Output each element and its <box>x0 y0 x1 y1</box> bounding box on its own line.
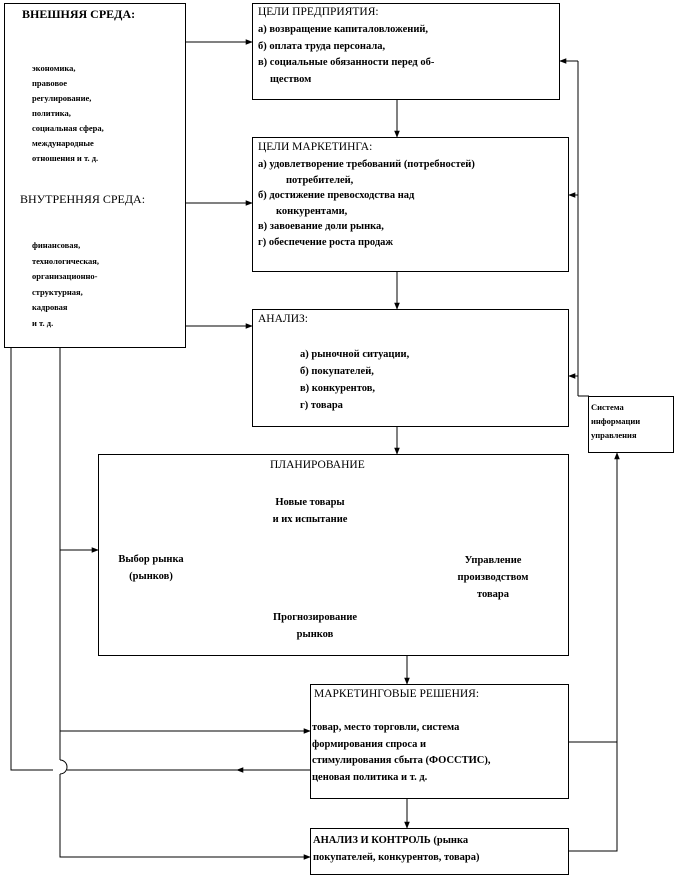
internal-item: и т. д. <box>32 317 54 328</box>
market-choice-label: Выбор рынка (рынков) <box>118 554 184 582</box>
internal-env-list <box>32 238 99 331</box>
production-label: Управление производством товара <box>457 555 529 600</box>
decisions-title: МАРКЕТИНГОВЫЕ РЕШЕНИЯ: <box>314 688 480 700</box>
internal-item: организационно- <box>32 271 98 281</box>
analysis-item: а) рыночной ситуации, <box>300 349 410 360</box>
marketing-item: в) завоевание доли рынка, <box>258 221 384 232</box>
marketing-item: б) достижение превосходства над <box>258 190 415 201</box>
marketing-item: а) удовлетворение требований (потребностей) <box>258 159 475 170</box>
analysis-title: АНАЛИЗ: <box>258 313 308 325</box>
analysis-list <box>300 346 409 414</box>
enterprise-goals-list <box>258 22 434 88</box>
goal-item: б) оплата труда персонала, <box>258 40 386 52</box>
analysis-item: г) товара <box>300 400 343 411</box>
decision-item: стимулирования сбыта (ФОССТИС), <box>312 755 491 766</box>
new-products-label: Новые товары и их испытание <box>272 497 348 525</box>
goal-item: в) социальные обязанности перед об- <box>258 57 435 68</box>
marketing-goals-list <box>258 157 475 250</box>
external-item: экономика, <box>32 63 76 73</box>
marketing-goals-title: ЦЕЛИ МАРКЕТИНГА: <box>258 141 373 153</box>
internal-item: кадровая <box>32 302 68 312</box>
marketing-item: г) обеспечение роста продаж <box>258 236 394 248</box>
arrow-internal-to-control <box>60 774 310 857</box>
internal-item: структурная, <box>32 286 83 297</box>
info-system-label: Система информации управления <box>591 402 641 440</box>
analysis-item: в) конкурентов, <box>300 383 376 394</box>
analysis-item: б) покупателей, <box>300 366 374 377</box>
goal-item: ществом <box>270 73 312 85</box>
external-env-title: ВНЕШНЯЯ СРЕДА: <box>22 7 136 21</box>
decision-item: ценовая политика и т. д. <box>312 771 428 783</box>
external-item: отношения и т. д. <box>32 153 99 163</box>
internal-env-title: ВНУТРЕННЯЯ СРЕДА: <box>20 192 146 206</box>
external-item: социальная сфера, <box>32 123 104 133</box>
forecasting-label: Прогнозирование рынков <box>272 612 358 640</box>
external-item: правовое <box>32 78 68 88</box>
external-item: политика, <box>32 108 71 118</box>
marketing-item: конкурентами, <box>276 205 348 217</box>
line-env-left-down <box>11 348 53 770</box>
marketing-item: потребителей, <box>286 174 354 186</box>
planning-title: ПЛАНИРОВАНИЕ <box>270 459 365 471</box>
decisions-list <box>312 720 490 786</box>
arrow-control-to-info <box>569 453 617 851</box>
external-item: регулирование, <box>32 93 92 103</box>
decision-item: формирования спроса и <box>312 738 427 750</box>
internal-item: финансовая, <box>32 240 81 250</box>
goal-item: а) возвращение капиталовложений, <box>258 24 429 35</box>
line-internal-bridge <box>60 760 67 774</box>
control-label: АНАЛИЗ И КОНТРОЛЬ (рынка покупателей, конкурентов, товара) <box>313 835 480 863</box>
external-item: международные <box>32 138 94 148</box>
decision-item: товар, место торговли, система <box>312 722 460 733</box>
external-env-list <box>32 61 104 166</box>
enterprise-goals-title: ЦЕЛИ ПРЕДПРИЯТИЯ: <box>258 6 379 18</box>
internal-item: технологическая, <box>32 255 100 266</box>
